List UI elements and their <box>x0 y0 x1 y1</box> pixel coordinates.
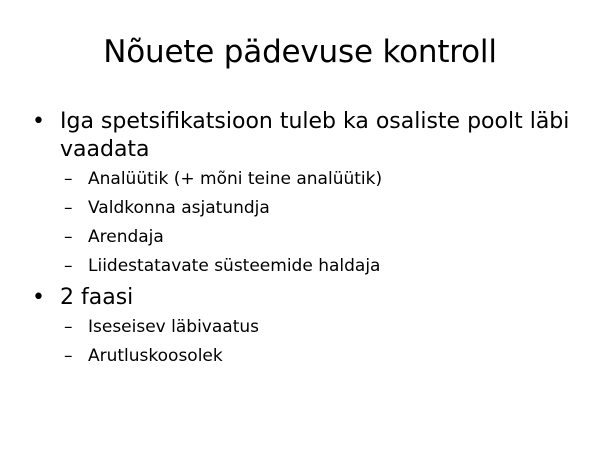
slide-title: Nõuete pädevuse kontroll <box>103 34 497 70</box>
dash-marker: – <box>64 346 73 366</box>
dash-marker: – <box>64 198 73 218</box>
sub-bullet-text: Valdkonna asjatundja <box>88 198 270 218</box>
bullet-item <box>30 284 575 312</box>
sub-bullet-text: Analüütik (+ mõni teine analüütik) <box>88 169 383 189</box>
dash-marker: – <box>64 317 73 337</box>
sub-bullet-text: Arutluskoosolek <box>88 346 223 366</box>
dash-marker: – <box>64 227 73 247</box>
sub-bullet-text: Liidestatavate süsteemide haldaja <box>88 256 381 276</box>
sub-bullet-item <box>30 168 575 191</box>
sub-bullet-item <box>30 197 575 220</box>
sub-bullet-group <box>30 168 575 278</box>
sub-bullet-item <box>30 255 575 278</box>
sub-bullet-item <box>30 226 575 249</box>
bullet-marker: • <box>32 109 45 134</box>
sub-bullet-item <box>30 316 575 339</box>
dash-marker: – <box>64 169 73 189</box>
bullet-marker: • <box>32 285 45 310</box>
bullet-text: 2 faasi <box>60 285 134 310</box>
sub-bullet-list <box>30 316 575 368</box>
bullet-text: Iga spetsifikatsioon tuleb ka osaliste poolt läbi vaadata <box>60 109 570 162</box>
sub-bullet-item <box>30 345 575 368</box>
bullet-list <box>30 108 575 374</box>
dash-marker: – <box>64 256 73 276</box>
sub-bullet-text: Iseseisev läbivaatus <box>88 317 259 337</box>
bullet-item <box>30 108 575 164</box>
sub-bullet-text: Arendaja <box>88 227 164 247</box>
sub-bullet-group <box>30 316 575 368</box>
sub-bullet-list <box>30 168 575 278</box>
